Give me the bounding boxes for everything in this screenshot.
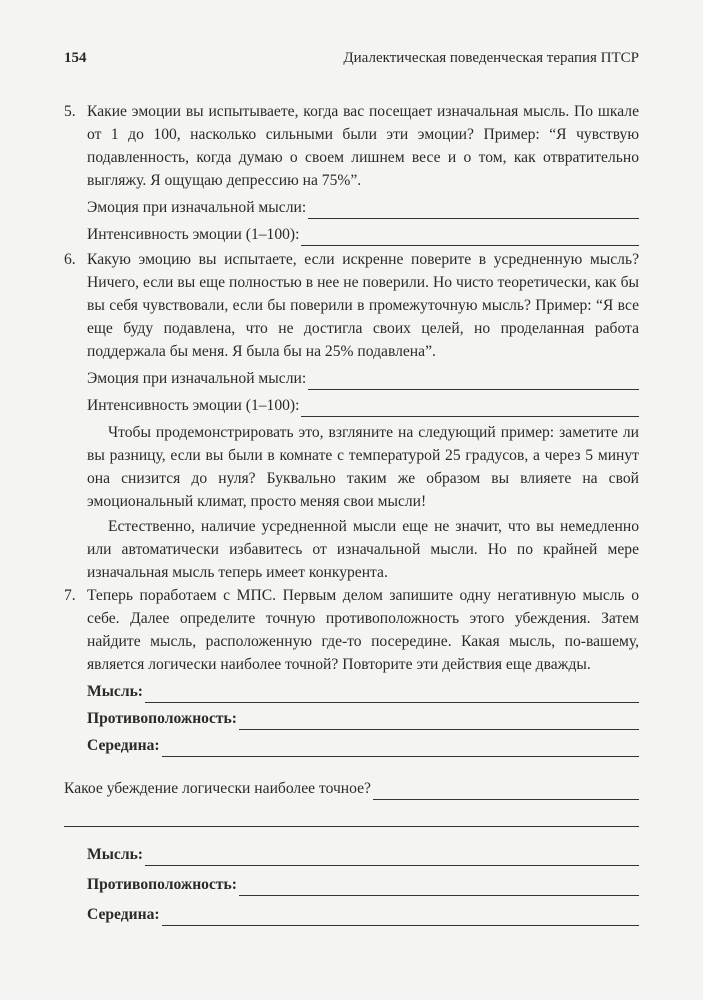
repeat-block — [64, 842, 639, 926]
write-in-line[interactable] — [373, 782, 639, 800]
field-label: Середина: — [87, 737, 160, 754]
item-text: Какую эмоцию вы испытаете, если искренне поверите в усредненную мысль? Ничего, если вы еще полностью в нее не поверили. Но чисто теоретически, как бы вы себя чувствовали, если бы поверили в промежуточную мысль? Пример: “Я все еще буду подавлена, что не достигла своих целей, но проделанная работа поддержала бы меня. Я была бы на 25% подавлена”. — [87, 251, 639, 360]
emotion-field — [87, 195, 639, 219]
field-label: Эмоция при изначальной мысли: — [87, 370, 307, 387]
exercise-item-6 — [64, 248, 639, 417]
thought-field — [87, 842, 639, 866]
page-content — [64, 100, 639, 926]
spacer — [64, 757, 639, 773]
most-accurate-question — [64, 776, 639, 800]
write-in-line[interactable] — [162, 739, 639, 757]
write-in-line[interactable] — [308, 372, 639, 390]
write-in-line[interactable] — [301, 228, 639, 246]
field-label: Противоположность: — [87, 876, 237, 893]
write-in-line[interactable] — [64, 800, 639, 827]
opposite-field — [87, 872, 639, 896]
item-text: Теперь поработаем с МПС. Первым делом запишите одну негативную мысль о себе. Далее определите точную противоположность этого убеждения. Затем найдите мысль, расположенную где-то посередине. Какая мысль, по-вашему, является логически наиболее точной? Повторите эти действия еще дважды. — [87, 587, 639, 673]
running-title: Диалектическая поведенческая терапия ПТСР — [343, 50, 639, 66]
write-in-line[interactable] — [145, 685, 639, 703]
page-header — [64, 50, 639, 72]
spacer — [64, 827, 639, 839]
intensity-field — [87, 393, 639, 417]
exercise-item-7 — [64, 584, 639, 757]
write-in-line[interactable] — [162, 908, 639, 926]
emotion-field — [87, 366, 639, 390]
item-number: 7. — [64, 587, 76, 604]
page-number: 154 — [64, 50, 87, 66]
opposite-field — [87, 706, 639, 730]
field-label: Середина: — [87, 906, 160, 923]
intensity-field — [87, 222, 639, 246]
question-label: Какое убеждение логически наиболее точное? — [64, 780, 371, 797]
field-label: Интенсивность эмоции (1–100): — [87, 397, 300, 414]
write-in-line[interactable] — [308, 201, 639, 219]
write-in-line[interactable] — [239, 712, 639, 730]
body-paragraph: Естественно, наличие усредненной мысли еще не значит, что вы немедленно или автоматически избавитесь от изначальной мысли. Но по крайней мере изначальная мысль теперь имеет конкурента. — [87, 518, 639, 581]
field-label: Мысль: — [87, 683, 144, 700]
write-in-line[interactable] — [301, 399, 639, 417]
middle-field — [87, 902, 639, 926]
field-label: Противоположность: — [87, 710, 237, 727]
write-in-line[interactable] — [239, 878, 639, 896]
item-number: 5. — [64, 103, 76, 120]
exercise-item-5 — [64, 100, 639, 246]
field-label: Мысль: — [87, 846, 144, 863]
body-paragraph: Чтобы продемонстрировать это, взгляните на следующий пример: заметите ли вы разницу, если вы были в комнате с температурой 25 градусов, а через 5 минут она снизится до нуля? Буквально таким же образом вы влияете на свой эмоциональный климат, просто меняя свои мысли! — [87, 424, 639, 510]
middle-field — [87, 733, 639, 757]
thought-field — [87, 679, 639, 703]
item-number: 6. — [64, 251, 76, 268]
field-label: Эмоция при изначальной мысли: — [87, 199, 307, 216]
write-in-line[interactable] — [145, 848, 639, 866]
field-label: Интенсивность эмоции (1–100): — [87, 226, 300, 243]
item-text: Какие эмоции вы испытываете, когда вас посещает изначальная мысль. По шкале от 1 до 100, насколько сильными были эти эмоции? Пример: “Я чувствую подавленность, когда думаю о своем лишнем весе и о том, как отвратительно выгляжу. Я ощущаю депрессию на 75%”. — [87, 103, 639, 189]
